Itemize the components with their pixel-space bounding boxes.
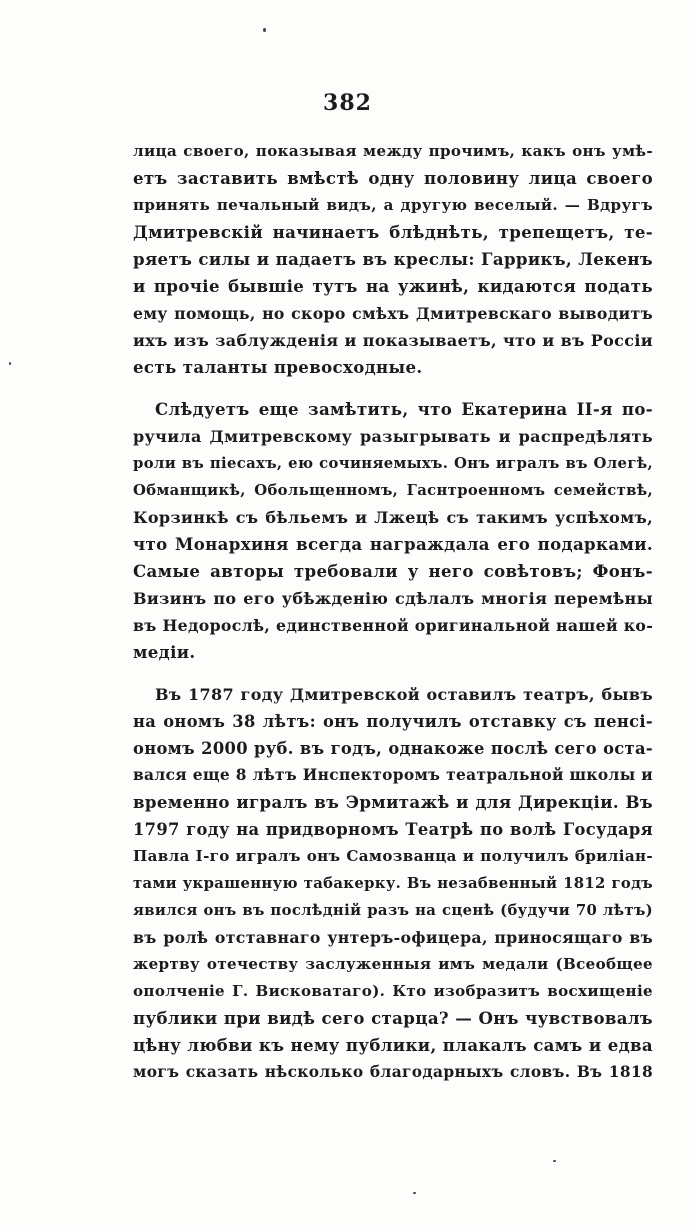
text-line: и прочіе бывшіе тутъ на ужинѣ, кидаются подать: [133, 276, 653, 296]
text-line: въ Недорослѣ, единственной оригинальной нашей ко-: [133, 616, 654, 635]
text-line: на ономъ 38 лѣтъ: онъ получилъ отставку съ пенсі-: [133, 712, 653, 731]
text-line: лица своего, показывая между прочимъ, какъ онъ умѣ-: [133, 142, 653, 160]
body-text: [133, 138, 653, 1086]
text-line: Корзинкѣ съ бѣльемъ и Лжецѣ съ такимъ успѣхомъ,: [133, 508, 653, 527]
text-line: ряетъ силы и падаетъ въ креслы: Гаррикъ, Лекенъ: [133, 249, 653, 269]
text-line: ручила Дмитревскому разыгрывать и распредѣлять: [133, 427, 653, 446]
text-line: временно игралъ въ Эрмитажѣ и для Дирекціи. Въ: [133, 792, 653, 812]
text-line: вался еще 8 лѣтъ Инспекторомъ театральной школы и: [133, 766, 653, 784]
paragraph-gap: [133, 381, 653, 396]
text-line: въ ролѣ отставнаго унтеръ-офицера, приносящаго въ: [133, 928, 653, 947]
page-number: 382: [323, 90, 372, 116]
text-line: что Монархиня всегда награждала его подарками.: [133, 534, 653, 554]
print-speck-bottom-2: [413, 1192, 416, 1194]
text-line: жертву отечеству заслуженныя имъ медали (Всеобщее: [133, 955, 653, 973]
text-line: Самые авторы требовали у него совѣтовъ; Фонъ-: [133, 561, 653, 581]
print-speck-bottom: [553, 1160, 556, 1162]
text-line: медіи.: [133, 642, 196, 662]
text-line: Въ 1787 году Дмитревской оставилъ театръ, бывъ: [155, 685, 653, 704]
text-line: есть таланты превосходные.: [133, 357, 423, 377]
text-line: явился онъ въ послѣдній разъ на сценѣ (будучи 70 лѣтъ): [133, 902, 653, 919]
text-line: публики при видѣ сего старца? — Онъ чувствовалъ: [133, 1008, 653, 1028]
text-line: ихъ изъ заблужденія и показываетъ, что и въ Россіи: [133, 331, 653, 350]
paragraph-gap: [133, 666, 653, 681]
text-line: ему помощь, но скоро смѣхъ Дмитревскаго выводитъ: [133, 304, 653, 323]
text-line: 1797 году на придворномъ Театрѣ по волѣ Государя: [133, 820, 653, 839]
text-line: Обманщикѣ, Обольщенномъ, Гаснтроенномъ семействѣ,: [133, 482, 653, 499]
text-line: принять печальный видъ, а другую веселый. — Вдругъ: [133, 196, 653, 214]
text-line: цѣну любви къ нему публики, плакалъ самъ и едва: [133, 1035, 653, 1055]
text-line: етъ заставить вмѣстѣ одну половину лица своего: [133, 168, 653, 188]
text-line: ономъ 2000 руб. въ годъ, однакоже послѣ сего оста-: [133, 739, 653, 758]
text-line: Визинъ по его убѣжденію сдѣлалъ многія перемѣны: [133, 589, 653, 608]
print-speck-left: [9, 362, 11, 365]
text-line: роли въ піесахъ, ею сочиняемыхъ. Онъ игралъ въ Олегѣ,: [133, 455, 653, 472]
text-line: могъ сказать нѣсколько благодарныхъ словъ. Въ 1818: [133, 1063, 653, 1081]
paragraph-1: [133, 138, 653, 381]
text-line: тами украшенную табакерку. Въ незабвенный 1812 годъ: [133, 875, 653, 892]
text-line: Павла I-го игралъ онъ Самозванца и получилъ бриліан-: [133, 847, 653, 865]
text-line: Дмитревскій начинаетъ блѣднѣть, трепещетъ, те-: [133, 222, 653, 242]
text-line: ополченіе Г. Висковатаго). Кто изобразитъ восхищеніе: [133, 982, 653, 1000]
paragraph-3: [133, 681, 653, 1086]
print-speck-top: [263, 28, 266, 32]
paragraph-2: [133, 396, 653, 666]
text-line: Слѣдуетъ еще замѣтить, что Екатерина II-я по-: [155, 399, 653, 419]
